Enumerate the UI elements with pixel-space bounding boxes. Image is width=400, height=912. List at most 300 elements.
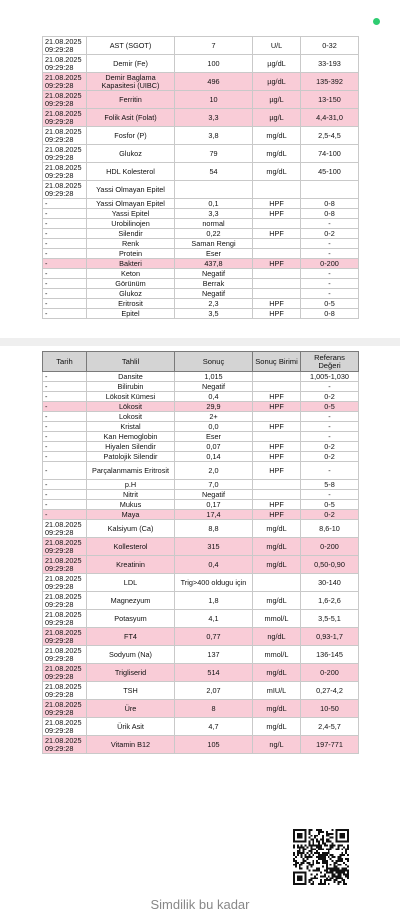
- cell-test: Yassi Olmayan Epitel: [87, 181, 175, 199]
- cell-unit: µg/L: [253, 91, 301, 109]
- cell-unit: HPF: [253, 510, 301, 520]
- cell-date: -: [43, 249, 87, 259]
- cell-test: LDL: [87, 574, 175, 592]
- cell-unit: [253, 574, 301, 592]
- cell-unit: [253, 382, 301, 392]
- cell-test: Hiyalen Silendir: [87, 442, 175, 452]
- cell-reference: 30-140: [301, 574, 359, 592]
- cell-unit: HPF: [253, 309, 301, 319]
- cell-date: -: [43, 309, 87, 319]
- cell-unit: mg/dL: [253, 592, 301, 610]
- cell-unit: µg/dL: [253, 73, 301, 91]
- cell-unit: HPF: [253, 462, 301, 480]
- cell-unit: HPF: [253, 229, 301, 239]
- cell-reference: -: [301, 432, 359, 442]
- cell-date: 21.08.2025 09:29:28: [43, 592, 87, 610]
- cell-reference: -: [301, 249, 359, 259]
- table-row: [43, 55, 359, 73]
- cell-unit: mg/dL: [253, 718, 301, 736]
- cell-date: -: [43, 199, 87, 209]
- cell-test: Fosfor (P): [87, 127, 175, 145]
- cell-unit: mg/dL: [253, 556, 301, 574]
- cell-test: Lokosit: [87, 412, 175, 422]
- lab-results-table-2: [42, 351, 359, 754]
- cell-reference: 45-100: [301, 163, 359, 181]
- header-test: Tahlil: [87, 352, 175, 372]
- cell-test: Glukoz: [87, 289, 175, 299]
- lab-results-table-1: [42, 36, 359, 319]
- cell-unit: HPF: [253, 392, 301, 402]
- cell-date: -: [43, 432, 87, 442]
- cell-unit: mmol/L: [253, 646, 301, 664]
- table-row: [43, 412, 359, 422]
- cell-reference: [301, 181, 359, 199]
- cell-test: TSH: [87, 682, 175, 700]
- cell-date: 21.08.2025 09:29:28: [43, 574, 87, 592]
- cell-date: -: [43, 382, 87, 392]
- cell-test: Demir Baglama Kapasitesi (UIBC): [87, 73, 175, 91]
- table-row: [43, 592, 359, 610]
- cell-date: -: [43, 289, 87, 299]
- cell-date: 21.08.2025 09:29:28: [43, 55, 87, 73]
- status-dot-icon: [373, 18, 380, 25]
- table-row: [43, 500, 359, 510]
- table-row: [43, 432, 359, 442]
- cell-test: p.H: [87, 480, 175, 490]
- cell-reference: 0-5: [301, 299, 359, 309]
- table-row: [43, 73, 359, 91]
- cell-date: 21.08.2025 09:29:28: [43, 163, 87, 181]
- cell-reference: -: [301, 412, 359, 422]
- cell-unit: mg/dL: [253, 127, 301, 145]
- cell-unit: [253, 219, 301, 229]
- cell-unit: mg/dL: [253, 520, 301, 538]
- cell-result: 2,0: [175, 462, 253, 480]
- cell-date: 21.08.2025 09:29:28: [43, 664, 87, 682]
- cell-result: Eser: [175, 432, 253, 442]
- table-row: [43, 109, 359, 127]
- cell-result: 0,4: [175, 392, 253, 402]
- page-separator: [0, 338, 400, 346]
- cell-test: AST (SGOT): [87, 37, 175, 55]
- cell-reference: 5-8: [301, 480, 359, 490]
- lab-results-table-1-body: [43, 37, 359, 319]
- cell-unit: HPF: [253, 452, 301, 462]
- table-row: [43, 259, 359, 269]
- cell-unit: mg/dL: [253, 163, 301, 181]
- footer-text: Simdilik bu kadar: [150, 897, 250, 912]
- cell-unit: mg/dL: [253, 145, 301, 163]
- cell-test: Bakteri: [87, 259, 175, 269]
- table-row: [43, 145, 359, 163]
- table-row: [43, 452, 359, 462]
- cell-unit: mg/dL: [253, 664, 301, 682]
- table-row: [43, 646, 359, 664]
- cell-unit: ng/L: [253, 736, 301, 754]
- table-row: [43, 490, 359, 500]
- cell-test: Bilirubin: [87, 382, 175, 392]
- table-header-row: [43, 352, 359, 372]
- cell-reference: -: [301, 422, 359, 432]
- cell-unit: [253, 181, 301, 199]
- cell-result: 3,5: [175, 309, 253, 319]
- cell-reference: 0-2: [301, 442, 359, 452]
- cell-unit: HPF: [253, 500, 301, 510]
- table-row: [43, 209, 359, 219]
- cell-reference: 0-2: [301, 510, 359, 520]
- cell-reference: 0-8: [301, 199, 359, 209]
- cell-unit: [253, 279, 301, 289]
- cell-date: -: [43, 462, 87, 480]
- cell-reference: 1,6-2,6: [301, 592, 359, 610]
- table-row: [43, 382, 359, 392]
- cell-reference: -: [301, 219, 359, 229]
- cell-date: -: [43, 229, 87, 239]
- cell-result: 496: [175, 73, 253, 91]
- cell-test: Trigliserid: [87, 664, 175, 682]
- cell-test: Folik Asit (Folat): [87, 109, 175, 127]
- cell-test: Maya: [87, 510, 175, 520]
- cell-result: 315: [175, 538, 253, 556]
- cell-test: Kan Hemoglobin: [87, 432, 175, 442]
- cell-test: Keton: [87, 269, 175, 279]
- table-row: [43, 181, 359, 199]
- cell-date: 21.08.2025 09:29:28: [43, 109, 87, 127]
- cell-unit: [253, 239, 301, 249]
- cell-date: -: [43, 269, 87, 279]
- table-row: [43, 392, 359, 402]
- cell-date: -: [43, 490, 87, 500]
- cell-test: Kreatinin: [87, 556, 175, 574]
- cell-reference: 0-200: [301, 664, 359, 682]
- cell-result: 0,4: [175, 556, 253, 574]
- cell-reference: 0-32: [301, 37, 359, 55]
- cell-unit: HPF: [253, 209, 301, 219]
- table-row: [43, 372, 359, 382]
- lab-results-table-2-body: [43, 372, 359, 754]
- cell-test: Glukoz: [87, 145, 175, 163]
- cell-unit: [253, 432, 301, 442]
- cell-reference: 0,27-4,2: [301, 682, 359, 700]
- table-row: [43, 682, 359, 700]
- cell-result: normal: [175, 219, 253, 229]
- cell-date: -: [43, 279, 87, 289]
- cell-reference: -: [301, 382, 359, 392]
- cell-unit: HPF: [253, 442, 301, 452]
- table-row: [43, 163, 359, 181]
- cell-reference: -: [301, 269, 359, 279]
- cell-unit: µg/L: [253, 109, 301, 127]
- cell-unit: [253, 412, 301, 422]
- cell-date: 21.08.2025 09:29:28: [43, 538, 87, 556]
- table-row: [43, 91, 359, 109]
- cell-reference: 10-50: [301, 700, 359, 718]
- cell-result: 7,0: [175, 480, 253, 490]
- cell-result: [175, 181, 253, 199]
- table-row: [43, 556, 359, 574]
- cell-reference: 0-2: [301, 392, 359, 402]
- table-row: [43, 402, 359, 412]
- table-row: [43, 462, 359, 480]
- table-row: [43, 289, 359, 299]
- cell-test: Demir (Fe): [87, 55, 175, 73]
- cell-result: 0,07: [175, 442, 253, 452]
- cell-unit: µg/dL: [253, 55, 301, 73]
- cell-reference: -: [301, 462, 359, 480]
- cell-result: 2+: [175, 412, 253, 422]
- table-row: [43, 127, 359, 145]
- cell-test: Ferritin: [87, 91, 175, 109]
- cell-date: -: [43, 510, 87, 520]
- cell-test: Patolojik Silendir: [87, 452, 175, 462]
- cell-reference: -: [301, 279, 359, 289]
- table-row: [43, 269, 359, 279]
- cell-reference: 0-200: [301, 538, 359, 556]
- cell-reference: 0-200: [301, 259, 359, 269]
- cell-result: Negatif: [175, 490, 253, 500]
- cell-test: Görünüm: [87, 279, 175, 289]
- cell-reference: 1,005-1,030: [301, 372, 359, 382]
- table-row: [43, 538, 359, 556]
- cell-result: 514: [175, 664, 253, 682]
- cell-result: 3,3: [175, 209, 253, 219]
- table-row: [43, 229, 359, 239]
- cell-result: 3,3: [175, 109, 253, 127]
- cell-result: 54: [175, 163, 253, 181]
- cell-reference: -: [301, 289, 359, 299]
- cell-result: 29,9: [175, 402, 253, 412]
- cell-test: Protein: [87, 249, 175, 259]
- cell-date: 21.08.2025 09:29:28: [43, 181, 87, 199]
- cell-unit: HPF: [253, 402, 301, 412]
- cell-test: Nitrit: [87, 490, 175, 500]
- cell-test: Parçalanmamis Eritrosit: [87, 462, 175, 480]
- qr-code-icon: [293, 829, 349, 885]
- cell-result: 2,07: [175, 682, 253, 700]
- cell-unit: [253, 372, 301, 382]
- cell-result: 0,1: [175, 199, 253, 209]
- cell-date: -: [43, 402, 87, 412]
- cell-unit: [253, 490, 301, 500]
- header-result: Sonuç: [175, 352, 253, 372]
- cell-test: Urobilinojen: [87, 219, 175, 229]
- table-row: [43, 199, 359, 209]
- cell-reference: -: [301, 239, 359, 249]
- cell-unit: mmol/L: [253, 610, 301, 628]
- cell-result: 0,22: [175, 229, 253, 239]
- cell-reference: 0-5: [301, 500, 359, 510]
- cell-test: Lökosit: [87, 402, 175, 412]
- cell-date: 21.08.2025 09:29:28: [43, 91, 87, 109]
- cell-result: Negatif: [175, 289, 253, 299]
- cell-test: Üre: [87, 700, 175, 718]
- cell-date: -: [43, 239, 87, 249]
- cell-reference: 0-5: [301, 402, 359, 412]
- header-date: Tarih: [43, 352, 87, 372]
- cell-test: HDL Kolesterol: [87, 163, 175, 181]
- cell-result: 1,015: [175, 372, 253, 382]
- cell-unit: HPF: [253, 199, 301, 209]
- cell-date: 21.08.2025 09:29:28: [43, 700, 87, 718]
- cell-result: 1,8: [175, 592, 253, 610]
- cell-result: Negatif: [175, 382, 253, 392]
- cell-test: Silendir: [87, 229, 175, 239]
- table-row: [43, 736, 359, 754]
- cell-date: -: [43, 500, 87, 510]
- cell-date: -: [43, 480, 87, 490]
- cell-test: Kristal: [87, 422, 175, 432]
- cell-date: 21.08.2025 09:29:28: [43, 628, 87, 646]
- cell-date: -: [43, 372, 87, 382]
- cell-result: 137: [175, 646, 253, 664]
- cell-date: 21.08.2025 09:29:28: [43, 610, 87, 628]
- cell-test: Mukus: [87, 500, 175, 510]
- cell-result: 0,14: [175, 452, 253, 462]
- cell-reference: 33-193: [301, 55, 359, 73]
- cell-result: 0,0: [175, 422, 253, 432]
- cell-unit: HPF: [253, 259, 301, 269]
- cell-test: Epitel: [87, 309, 175, 319]
- cell-unit: [253, 269, 301, 279]
- table-row: [43, 249, 359, 259]
- table-row: [43, 610, 359, 628]
- header-reference: Referans Değeri: [301, 352, 359, 372]
- table-row: [43, 219, 359, 229]
- table-row: [43, 279, 359, 289]
- report-page-2: [0, 346, 400, 911]
- cell-date: -: [43, 219, 87, 229]
- cell-result: 100: [175, 55, 253, 73]
- cell-unit: U/L: [253, 37, 301, 55]
- cell-test: Dansite: [87, 372, 175, 382]
- cell-reference: 0-8: [301, 209, 359, 219]
- cell-unit: [253, 249, 301, 259]
- cell-test: Eritrosit: [87, 299, 175, 309]
- cell-test: Magnezyum: [87, 592, 175, 610]
- cell-result: 4,7: [175, 718, 253, 736]
- table-row: [43, 442, 359, 452]
- cell-reference: 0,93-1,7: [301, 628, 359, 646]
- cell-date: 21.08.2025 09:29:28: [43, 37, 87, 55]
- cell-unit: ng/dL: [253, 628, 301, 646]
- cell-date: -: [43, 422, 87, 432]
- cell-date: -: [43, 209, 87, 219]
- cell-test: Yassi Epitel: [87, 209, 175, 219]
- cell-date: -: [43, 442, 87, 452]
- cell-test: Potasyum: [87, 610, 175, 628]
- cell-unit: mg/dL: [253, 700, 301, 718]
- cell-reference: 2,4-5,7: [301, 718, 359, 736]
- cell-test: Kollesterol: [87, 538, 175, 556]
- cell-reference: 0-2: [301, 229, 359, 239]
- table-row: [43, 718, 359, 736]
- table-row: [43, 422, 359, 432]
- table-row: [43, 700, 359, 718]
- cell-reference: 0,50-0,90: [301, 556, 359, 574]
- cell-result: 105: [175, 736, 253, 754]
- cell-date: 21.08.2025 09:29:28: [43, 520, 87, 538]
- cell-test: Renk: [87, 239, 175, 249]
- table-row: [43, 628, 359, 646]
- cell-result: 8,8: [175, 520, 253, 538]
- cell-unit: HPF: [253, 299, 301, 309]
- cell-reference: 135-392: [301, 73, 359, 91]
- cell-date: -: [43, 412, 87, 422]
- cell-result: 4,1: [175, 610, 253, 628]
- cell-date: 21.08.2025 09:29:28: [43, 556, 87, 574]
- cell-reference: 197-771: [301, 736, 359, 754]
- cell-reference: 0-2: [301, 452, 359, 462]
- cell-unit: [253, 289, 301, 299]
- cell-reference: 74-100: [301, 145, 359, 163]
- cell-result: Negatif: [175, 269, 253, 279]
- cell-date: -: [43, 392, 87, 402]
- table-row: [43, 520, 359, 538]
- cell-unit: mIU/L: [253, 682, 301, 700]
- cell-unit: [253, 480, 301, 490]
- cell-reference: -: [301, 490, 359, 500]
- cell-date: -: [43, 259, 87, 269]
- cell-result: 0,77: [175, 628, 253, 646]
- cell-reference: 2,5-4,5: [301, 127, 359, 145]
- cell-test: Yassi Olmayan Epitel: [87, 199, 175, 209]
- cell-date: 21.08.2025 09:29:28: [43, 718, 87, 736]
- table-row: [43, 664, 359, 682]
- cell-reference: 136-145: [301, 646, 359, 664]
- cell-reference: 13-150: [301, 91, 359, 109]
- cell-result: 8: [175, 700, 253, 718]
- cell-reference: 8,6-10: [301, 520, 359, 538]
- cell-date: 21.08.2025 09:29:28: [43, 145, 87, 163]
- cell-reference: 0-8: [301, 309, 359, 319]
- cell-unit: HPF: [253, 422, 301, 432]
- cell-test: Kalsiyum (Ca): [87, 520, 175, 538]
- cell-date: -: [43, 299, 87, 309]
- cell-result: 7: [175, 37, 253, 55]
- report-page-1: [0, 0, 400, 338]
- cell-reference: 4,4-31,0: [301, 109, 359, 127]
- cell-result: 10: [175, 91, 253, 109]
- cell-unit: mg/dL: [253, 538, 301, 556]
- cell-result: 437,8: [175, 259, 253, 269]
- cell-result: 3,8: [175, 127, 253, 145]
- table-row: [43, 574, 359, 592]
- cell-date: -: [43, 452, 87, 462]
- table-row: [43, 510, 359, 520]
- cell-date: 21.08.2025 09:29:28: [43, 646, 87, 664]
- cell-result: Eser: [175, 249, 253, 259]
- cell-result: Berrak: [175, 279, 253, 289]
- cell-result: 17,4: [175, 510, 253, 520]
- cell-result: Trig>400 oldugu için: [175, 574, 253, 592]
- cell-date: 21.08.2025 09:29:28: [43, 73, 87, 91]
- cell-test: Ürik Asit: [87, 718, 175, 736]
- header-unit: Sonuç Birimi: [253, 352, 301, 372]
- cell-result: 0,17: [175, 500, 253, 510]
- cell-result: 79: [175, 145, 253, 163]
- cell-date: 21.08.2025 09:29:28: [43, 736, 87, 754]
- table-row: [43, 480, 359, 490]
- cell-date: 21.08.2025 09:29:28: [43, 127, 87, 145]
- table-row: [43, 299, 359, 309]
- cell-test: Vitamin B12: [87, 736, 175, 754]
- table-row: [43, 37, 359, 55]
- cell-result: Saman Rengi: [175, 239, 253, 249]
- cell-test: FT4: [87, 628, 175, 646]
- cell-date: 21.08.2025 09:29:28: [43, 682, 87, 700]
- cell-test: Sodyum (Na): [87, 646, 175, 664]
- table-row: [43, 309, 359, 319]
